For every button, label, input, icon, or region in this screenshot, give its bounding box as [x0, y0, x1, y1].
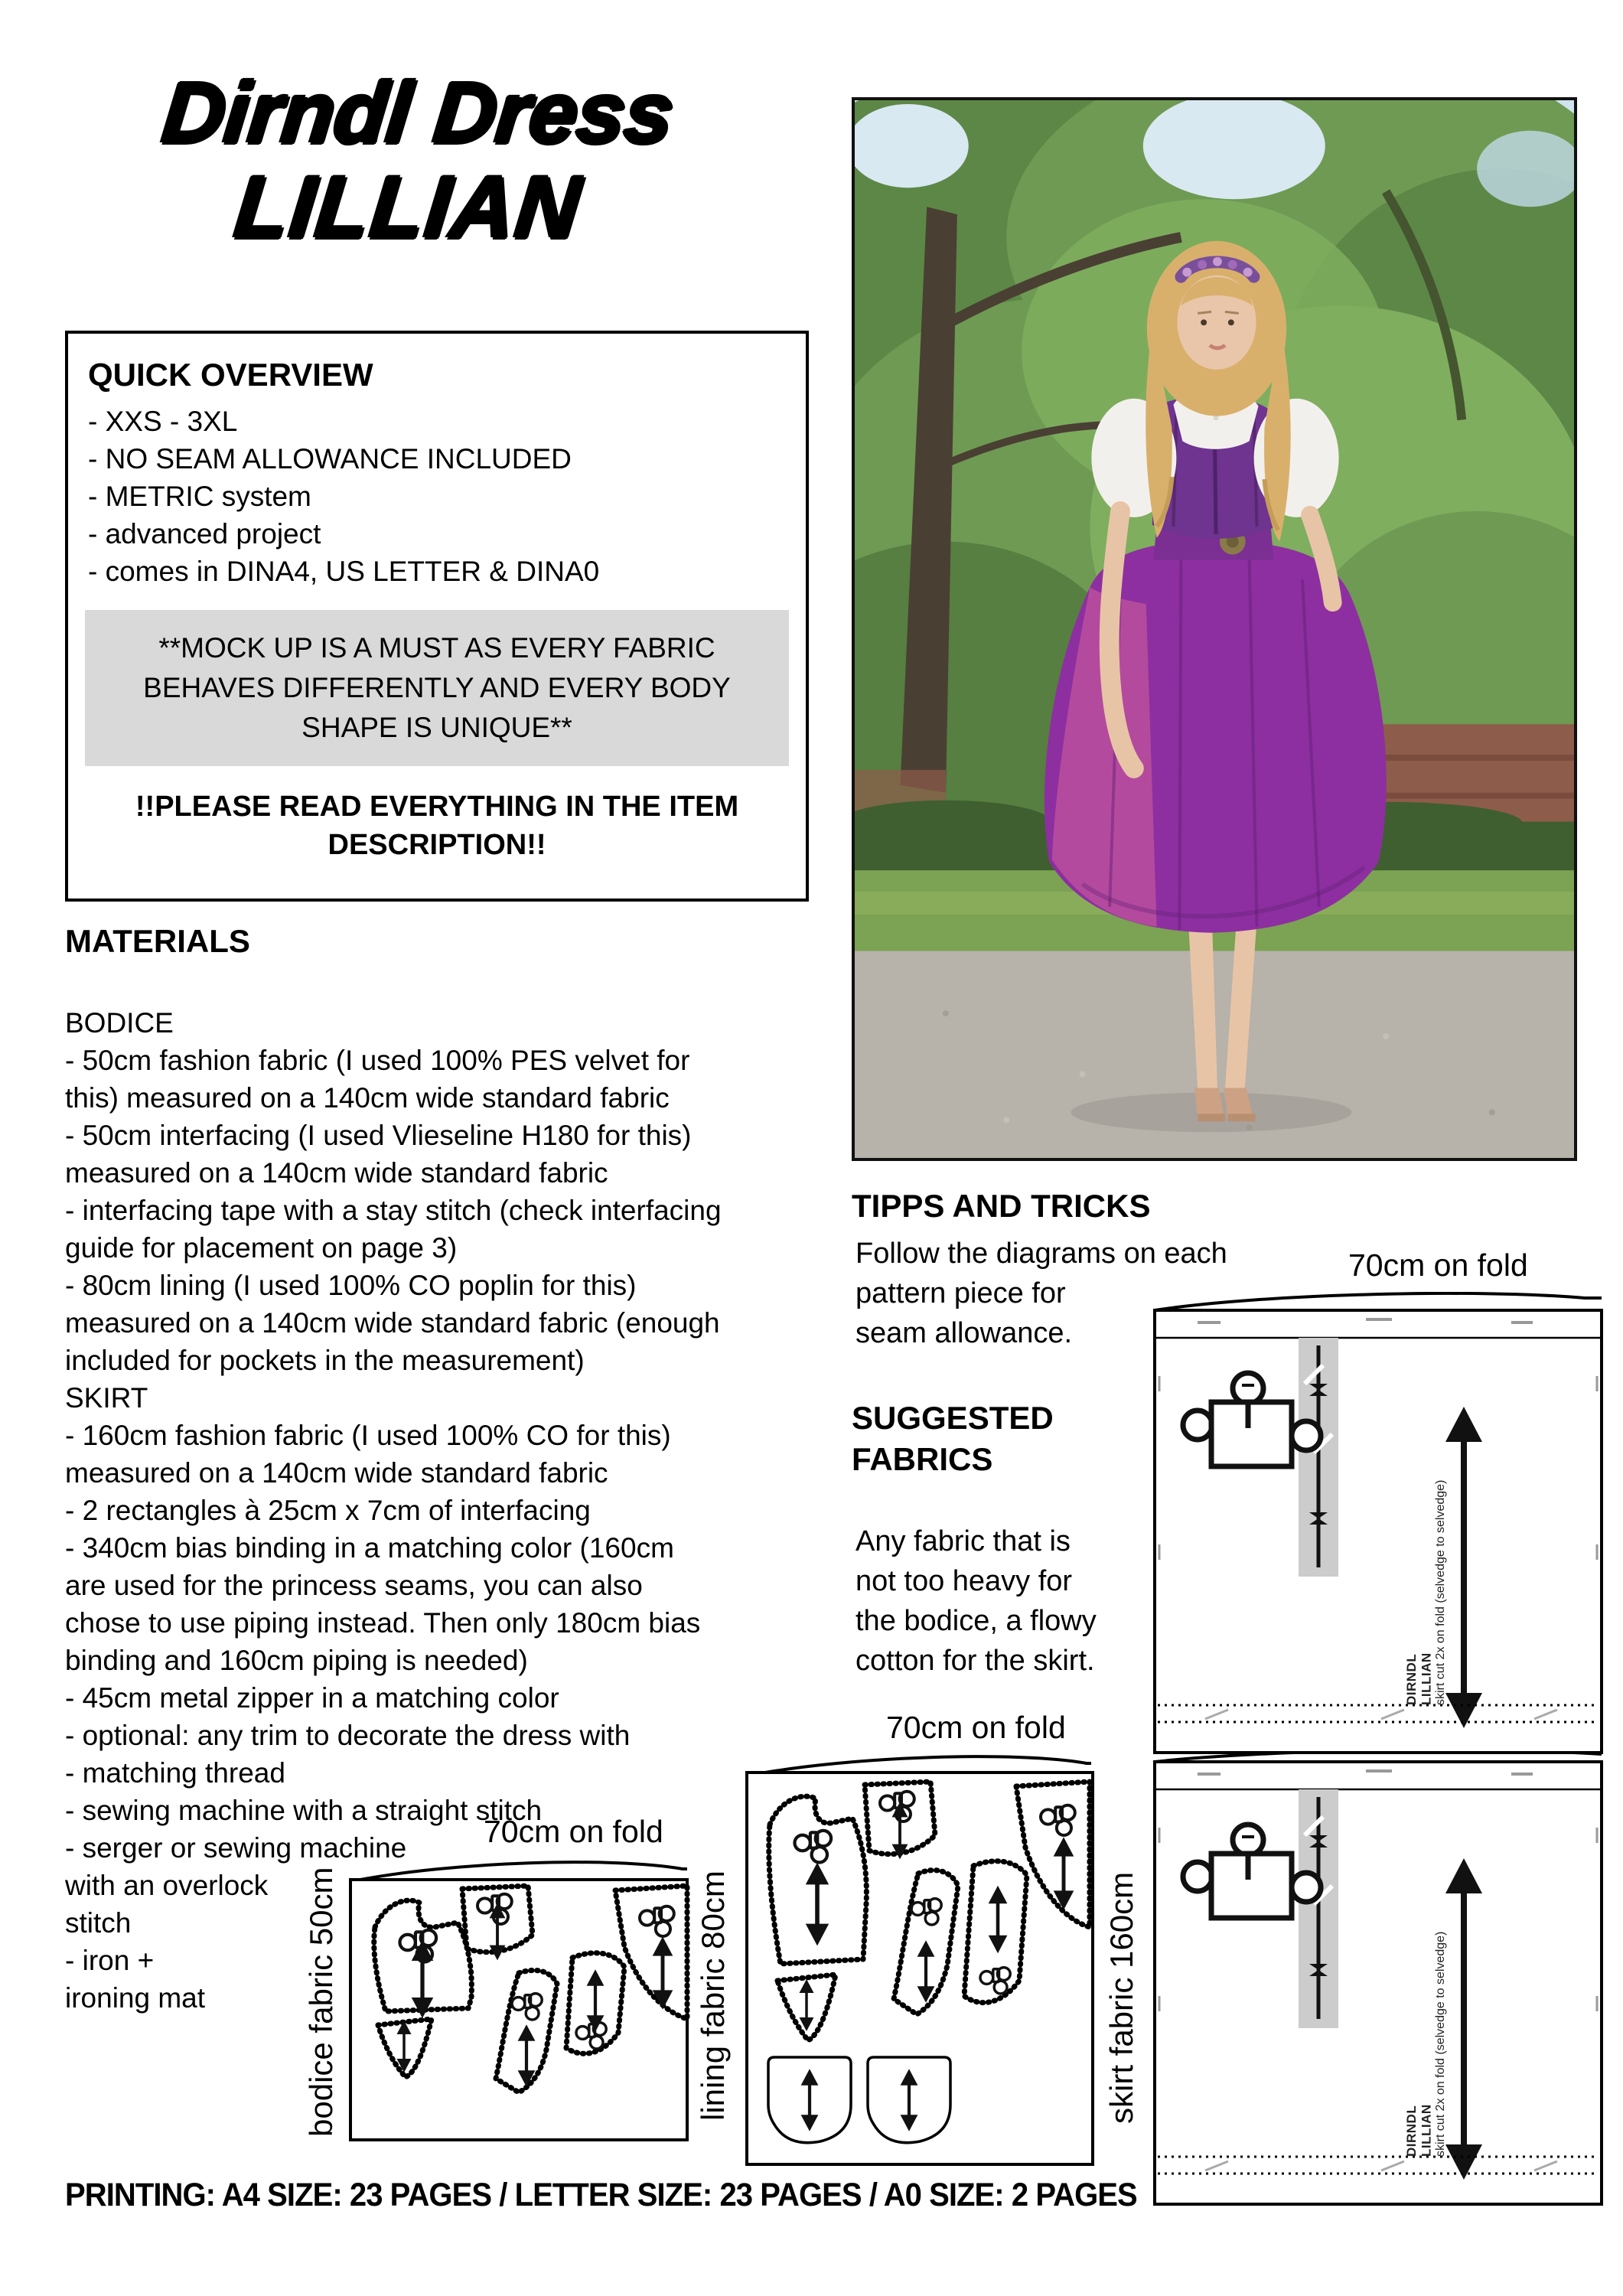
read-description-warning: [88, 788, 786, 864]
materials-line: - 160cm fashion fabric (I used 100% CO for this): [65, 1420, 671, 1451]
materials-line: - interfacing tape with a stay stitch (check interfacing: [65, 1195, 722, 1226]
fold-label-lining: 70cm on fold: [886, 1710, 1066, 1745]
overview-bullet: - NO SEAM ALLOWANCE INCLUDED: [88, 443, 572, 475]
brand-line: LILLIAN: [1419, 2104, 1434, 2157]
materials-line: - matching thread: [65, 1757, 285, 1789]
quick-overview-bullets: [88, 403, 786, 590]
materials-line: measured on a 140cm wide standard fabric (enough: [65, 1307, 720, 1339]
dress-photo: [852, 97, 1577, 1161]
materials-line: included for pockets in the measurement): [65, 1345, 585, 1376]
page-title-line1: Dirndl Dress: [158, 65, 679, 161]
materials-heading: MATERIALS: [65, 923, 250, 959]
lining-cutting-diagram-svg: [744, 1751, 1096, 2168]
grain-note: skirt cut 2x on fold (selvedge to selvedge): [1434, 1931, 1448, 2157]
overview-bullet: - advanced project: [88, 518, 321, 550]
overview-bullet: - METRIC system: [88, 481, 311, 512]
mockup-note-line: BEHAVES DIFFERENTLY AND EVERY BODY: [143, 672, 731, 703]
materials-line: - iron +: [65, 1945, 155, 1976]
suggested-fabrics-heading: [852, 1397, 1054, 1480]
fold-label-bodice: 70cm on fold: [484, 1814, 663, 1849]
tips-heading: TIPPS AND TRICKS: [852, 1188, 1151, 1224]
materials-line: - 45cm metal zipper in a matching color: [65, 1682, 559, 1714]
quick-overview-heading: QUICK OVERVIEW: [88, 357, 373, 393]
lining-cutting-diagram: [744, 1751, 1096, 2168]
bodice-cutting-diagram-svg: [346, 1858, 692, 2143]
suggested-fabrics-body: [855, 1521, 1097, 1681]
materials-line: binding and 160cm piping is needed): [65, 1645, 528, 1676]
tips-body-line: pattern piece for: [855, 1277, 1066, 1309]
materials-line: with an overlock: [65, 1870, 269, 1901]
materials-line: measured on a 140cm wide standard fabric: [65, 1157, 608, 1189]
zipper-placement-icon: [1299, 1789, 1338, 2028]
suggested-fabrics-body-line: not too heavy for: [855, 1565, 1073, 1597]
fold-label-skirt: 70cm on fold: [1348, 1247, 1528, 1283]
zipper-placement-icon: [1299, 1338, 1338, 1577]
fold-curve: [1155, 1293, 1602, 1310]
materials-line: - 2 rectangles à 25cm x 7cm of interfacing: [65, 1495, 591, 1526]
materials-line: are used for the princess seams, you can also: [65, 1570, 643, 1601]
quick-overview-box: [65, 331, 809, 902]
materials-line: this) measured on a 140cm wide standard fabric: [65, 1082, 670, 1114]
page-title-line2: LILLIAN: [230, 158, 586, 256]
bodice-fabric-label: bodice fabric 50cm: [303, 1867, 339, 2138]
materials-line: guide for placement on page 3): [65, 1232, 458, 1264]
materials-line: SKIRT: [65, 1382, 148, 1414]
materials-line: stitch: [65, 1907, 132, 1939]
mockup-note: [85, 610, 789, 766]
skirt-fabric-label: skirt fabric 160cm: [1103, 1871, 1139, 2124]
skirt-cutting-diagram-svg: [1152, 1292, 1605, 2210]
materials-line: ironing mat: [65, 1982, 206, 2014]
suggested-fabrics-body-line: Any fabric that is: [855, 1525, 1071, 1557]
materials-line: BODICE: [65, 1007, 174, 1039]
warning-line: DESCRIPTION!!: [328, 829, 546, 861]
printing-info: PRINTING: A4 SIZE: 23 PAGES / LETTER SIZE: 23 PAGES / A0 SIZE: 2 PAGES: [65, 2177, 1137, 2213]
grain-note: skirt cut 2x on fold (selvedge to selvedge): [1434, 1479, 1448, 1705]
materials-line: - 340cm bias binding in a matching color (160cm: [65, 1532, 674, 1564]
brand-line: LILLIAN: [1419, 1652, 1434, 1705]
lining-fabric-label: lining fabric 80cm: [695, 1870, 731, 2121]
materials-line: - 50cm fashion fabric (I used 100% PES velvet for: [65, 1045, 690, 1076]
brand-line: DIRNDL: [1404, 2105, 1419, 2157]
tips-body-line: Follow the diagrams on each: [855, 1238, 1227, 1270]
skirt-grainline-text: [1404, 1904, 1448, 2157]
suggested-fabrics-body-line: cotton for the skirt.: [855, 1645, 1095, 1677]
suggested-fabrics-heading-line: FABRICS: [852, 1441, 993, 1477]
suggested-fabrics-body-line: the bodice, a flowy: [855, 1605, 1097, 1637]
materials-line: - 80cm lining (I used 100% CO poplin for this): [65, 1270, 637, 1301]
dress-photo-illustration: [855, 100, 1574, 1158]
materials-line: chose to use piping instead. Then only 180cm bias: [65, 1607, 701, 1639]
page-title: [59, 67, 768, 256]
warning-line: !!PLEASE READ EVERYTHING IN THE ITEM: [135, 791, 739, 823]
materials-line: - 50cm interfacing (I used Vlieseline H180 for this): [65, 1120, 692, 1151]
suggested-fabrics-heading-line: SUGGESTED: [852, 1400, 1054, 1436]
materials-line: - sewing machine with a straight stitch: [65, 1795, 543, 1826]
brand-line: DIRNDL: [1404, 1653, 1419, 1705]
bodice-cutting-diagram: [346, 1858, 692, 2143]
mockup-note-line: SHAPE IS UNIQUE**: [301, 712, 572, 743]
overview-bullet: - XXS - 3XL: [88, 406, 238, 437]
skirt-cutting-diagram: [1152, 1292, 1605, 2210]
mockup-note-line: **MOCK UP IS A MUST AS EVERY FABRIC: [158, 632, 715, 664]
materials-line: measured on a 140cm wide standard fabric: [65, 1457, 608, 1489]
materials-line: - optional: any trim to decorate the dress with: [65, 1720, 631, 1751]
materials-line: - serger or sewing machine: [65, 1832, 407, 1864]
overview-bullet: - comes in DINA4, US LETTER & DINA0: [88, 556, 600, 587]
skirt-grainline-text: [1404, 1453, 1448, 1705]
tips-body-line: seam allowance.: [855, 1317, 1073, 1349]
